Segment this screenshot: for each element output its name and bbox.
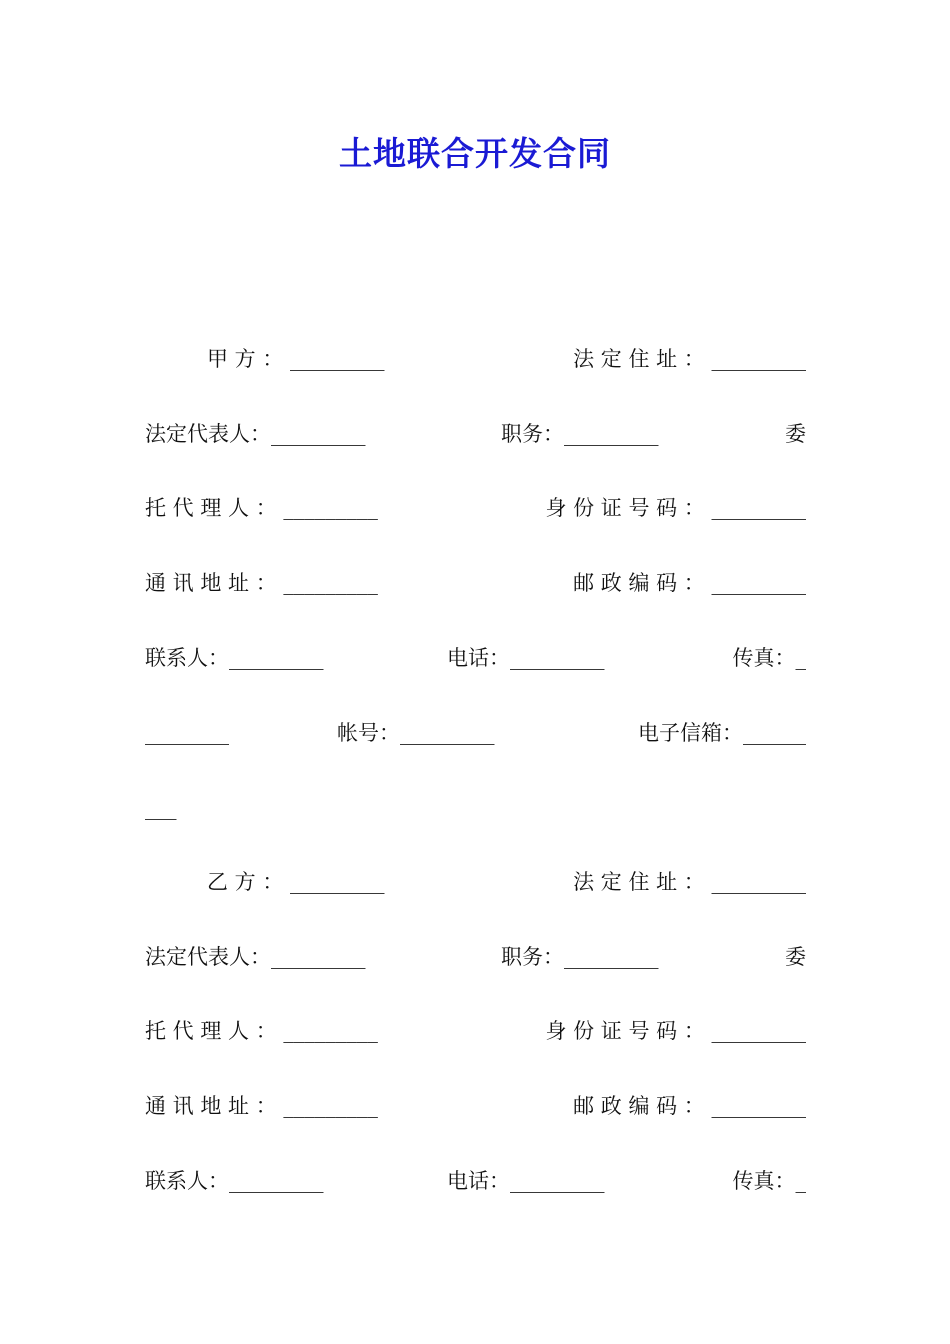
party-a-label: 甲 方 ： _________	[207, 347, 385, 371]
party-a-entrust-prefix: 委	[785, 422, 806, 446]
party-a-address-field: 法 定 住 址 ： _________	[573, 347, 806, 371]
party-a-legal-rep-field: 法定代表人：_________	[145, 422, 366, 446]
party-b-mail-address-field: 通 讯 地 址 ： _________	[145, 1094, 378, 1118]
party-a-line-6	[145, 717, 806, 749]
document-title: 土地联合开发合同	[339, 134, 611, 173]
party-a-phone-field: 电话：_________	[447, 646, 605, 670]
party-b-agent-field: 托 代 理 人 ： _________	[145, 1019, 378, 1043]
party-b-fax-field: 传真：_	[732, 1169, 806, 1193]
party-a-postal-code-field: 邮 政 编 码 ： _________	[573, 571, 806, 595]
party-b-position-field: 职务：_________	[501, 945, 659, 969]
party-b-address-field: 法 定 住 址 ： _________	[573, 870, 806, 894]
party-a-agent-field: 托 代 理 人 ： _________	[145, 496, 378, 520]
party-a-line-2	[145, 418, 806, 450]
party-b-line-2	[145, 941, 806, 973]
party-b-line-5	[145, 1165, 806, 1197]
party-a-contact-field: 联系人：_________	[145, 646, 324, 670]
party-b-contact-field: 联系人：_________	[145, 1169, 324, 1193]
party-a-id-number-field: 身 份 证 号 码 ： _________	[545, 496, 806, 520]
party-a-line-3	[145, 492, 806, 524]
party-a-fax-continued: ________	[145, 721, 229, 745]
party-b-postal-code-field: 邮 政 编 码 ： _________	[573, 1094, 806, 1118]
party-b-line-1	[145, 866, 806, 898]
party-a-email-field: 电子信箱：______	[638, 721, 806, 745]
party-b-id-number-field: 身 份 证 号 码 ： _________	[545, 1019, 806, 1043]
party-a-line-1	[145, 343, 806, 375]
party-a-position-field: 职务：_________	[501, 422, 659, 446]
party-a-mail-address-field: 通 讯 地 址 ： _________	[145, 571, 378, 595]
party-b-legal-rep-field: 法定代表人：_________	[145, 945, 366, 969]
party-a-account-field: 帐号：_________	[337, 721, 495, 745]
party-b-phone-field: 电话：_________	[447, 1169, 605, 1193]
party-b-line-4	[145, 1090, 806, 1122]
party-b-entrust-prefix: 委	[785, 945, 806, 969]
party-b-line-3	[145, 1015, 806, 1047]
party-a-email-continued: ___	[145, 796, 177, 820]
party-a-line-4	[145, 567, 806, 599]
party-a-line-5	[145, 642, 806, 674]
party-a-line-7	[145, 792, 806, 824]
party-b-label: 乙 方 ： _________	[207, 870, 385, 894]
party-a-fax-field: 传真：_	[732, 646, 806, 670]
